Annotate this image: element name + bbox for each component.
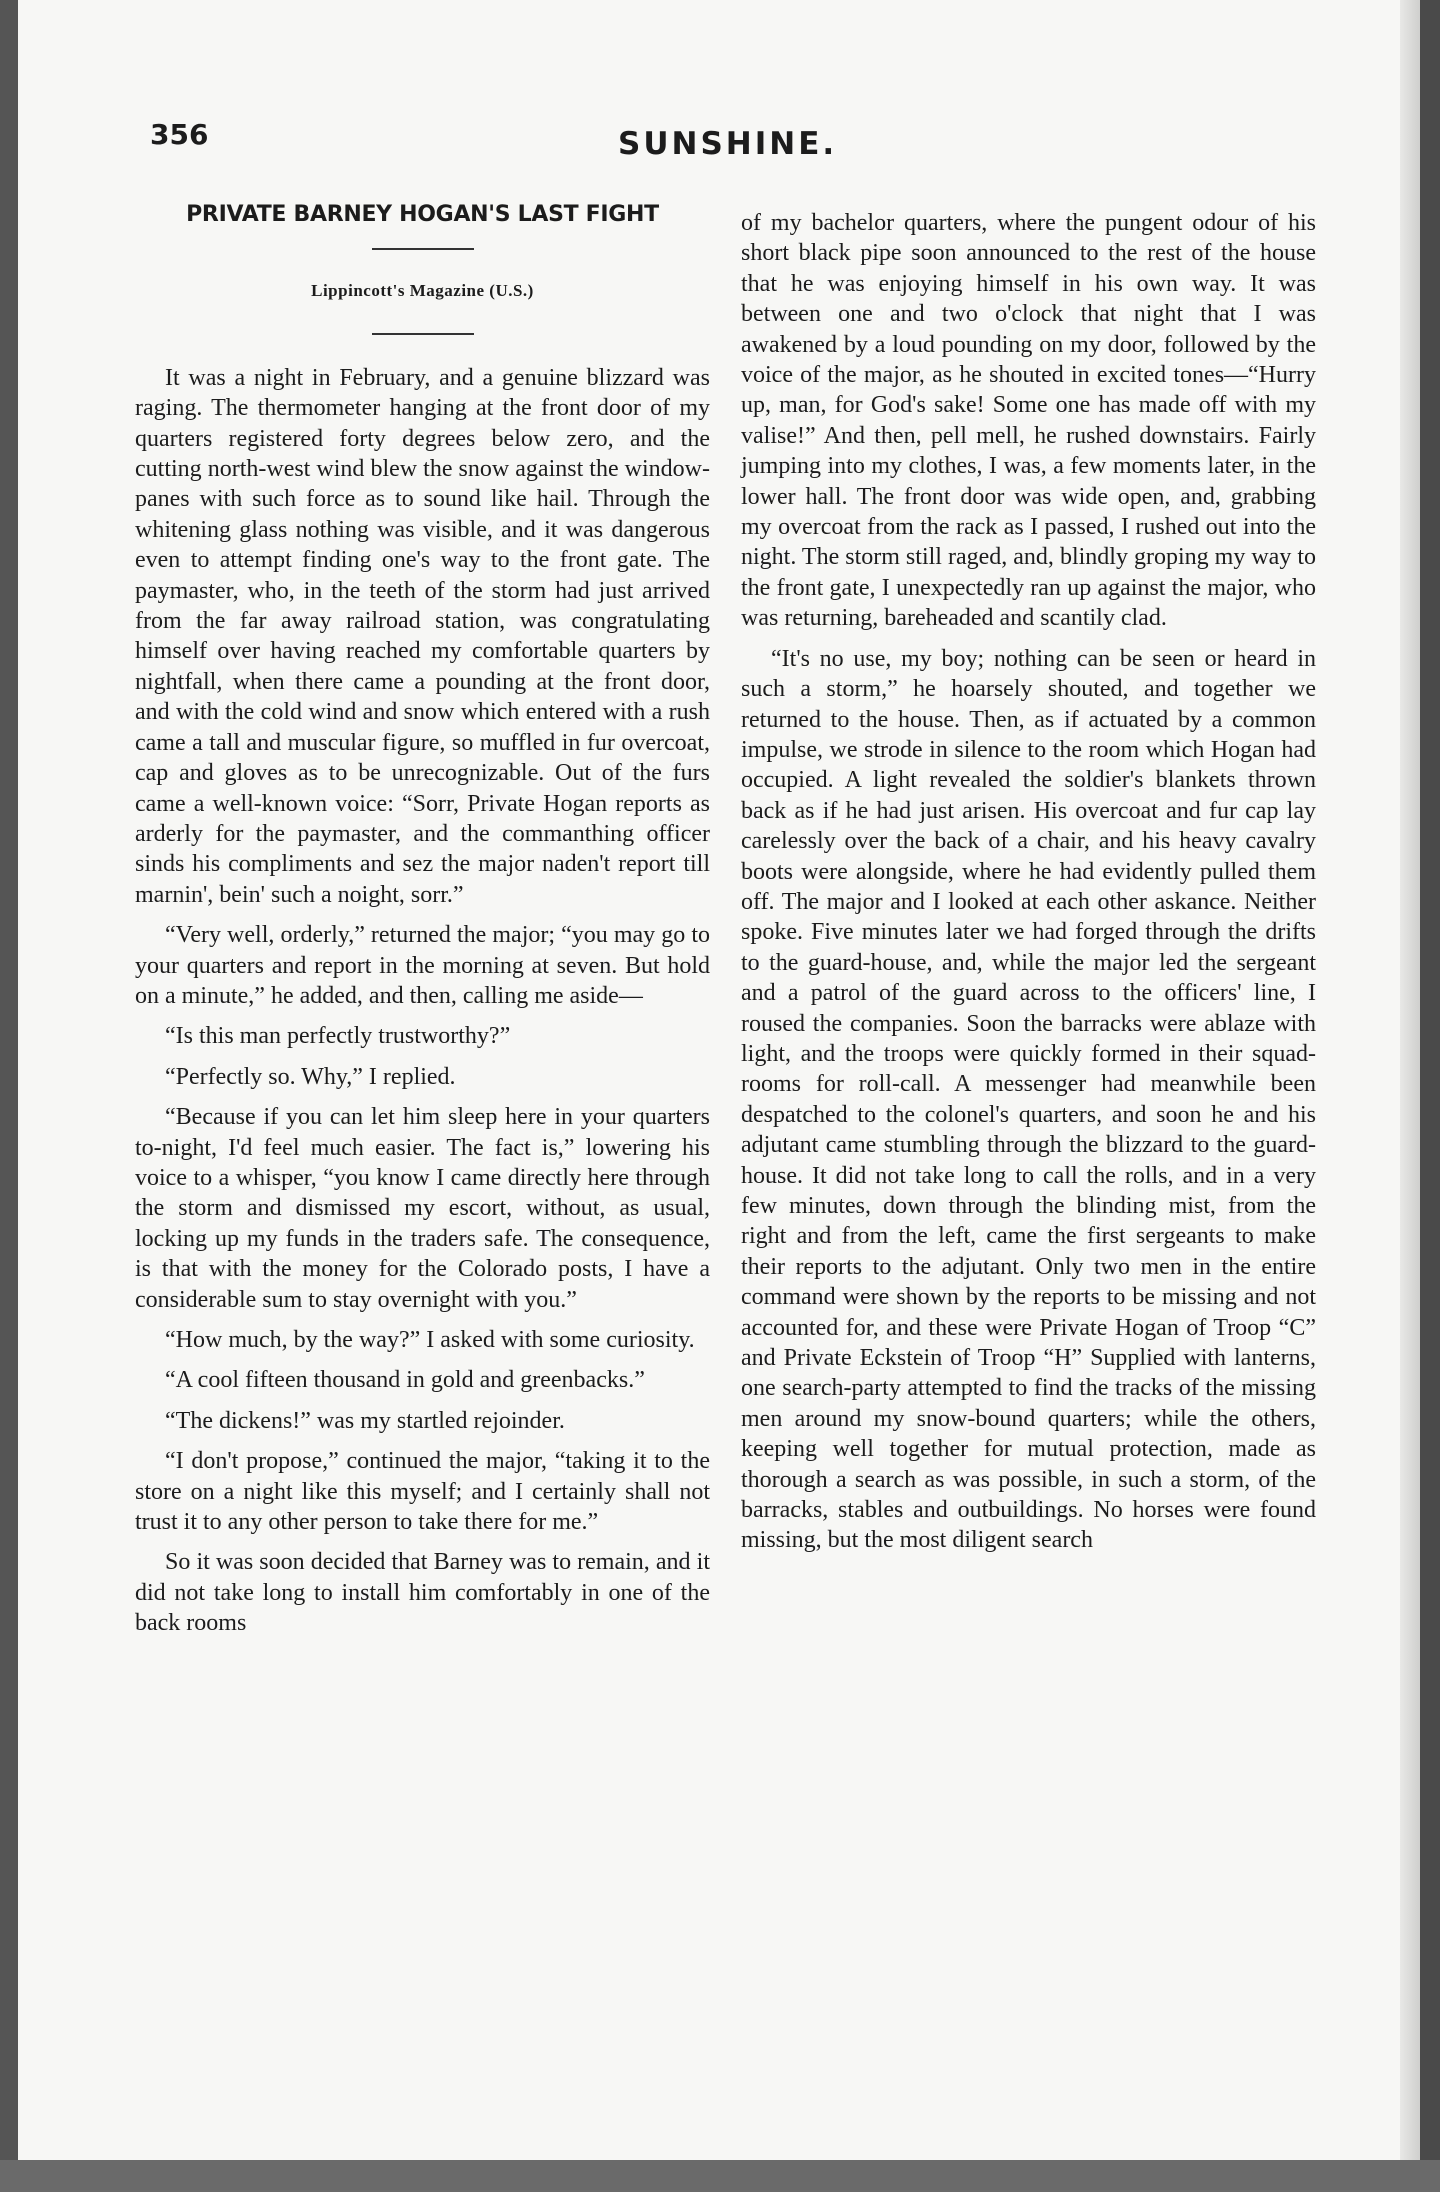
paragraph: “Because if you can let him sleep here in your quarters to-night, I'd feel much easier. The fact is,” lowering his voice to a whisper, “you know I came directly here through the storm and dismissed my escort, without, as usual, locking up my funds in the traders safe. The consequence, is that with the money for the Colorado posts, I have a considerable sum to stay overnight with you.”	[135, 1104, 710, 1313]
scan-left-border	[0, 0, 18, 2160]
page-header	[18, 118, 1420, 168]
paragraph: It was a night in February, and a genuine blizzard was raging. The thermometer hanging at the front door of my quarters registered forty degrees below zero, and the cutting north-west wind blew the snow against the window-panes with such force as to sound like hail. Through the whitening glass nothing was visible, and it was dangerous even to attempt finding one's way to the front gate. The paymaster, who, in the teeth of the storm had just arrived from the far away railroad station, was congratulating himself over having reached my comfortable quarters by nightfall, when there came a pounding at the front door, and with the cold wind and snow which entered with a rush came a tall and muscular figure, so muffled in fur overcoat, cap and gloves as to be unrecognizable. Out of the furs came a well-known voice: “Sorr, Private Hogan reports as arderly for the paymaster, and the commanthing officer sinds his compliments and sez the major naden't report till marnin', bein' such a noight, sorr.”	[135, 364, 710, 908]
paragraph: “Perfectly so. Why,” I replied.	[165, 1063, 456, 1090]
article-source: Lippincott's Magazine (U.S.)	[311, 281, 534, 301]
paragraph: “It's no use, my boy; nothing can be seen or heard in such a storm,” he hoarsely shouted, and together we returned to the house. Then, as if actuated by a common impulse, we strode in silence to the room which Hogan had occupied. A light revealed the soldier's blankets thrown back as if he had just arisen. His overcoat and fur cap lay carelessly over the back of a chair, and his heavy cavalry boots were alongside, where he had evidently pulled them off. The major and I looked at each other askance. Neither spoke. Five minutes later we had forged through the drifts to the guard-house, and, while the major led the sergeant and a patrol of the guard across to the officers' line, I roused the companies. Soon the barracks were ablaze with light, and the troops were quickly formed in their squad-rooms for roll-call. A messenger had meanwhile been despatched to the colonel's quarters, and soon he and his adjutant came stumbling through the blizzard to the guard-house. It did not take long to call the rolls, and in a very few minutes, down through the blinding mist, from the right and from the left, came the first sergeants to make their reports to the adjutant. Only two men in the entire command were shown by the reports to be missing and not accounted for, and these were Private Hogan of Troop “C” and Private Eckstein of Troop “H” Supplied with lanterns, one search-party attempted to find the tracks of the missing men around my snow-bound quarters; while the others, keeping well together for mutual protection, made as thorough a search as was possible, in such a storm, of the barracks, stables and outbuildings. No horses were found missing, but the most diligent search	[741, 645, 1316, 1554]
page-number: 356	[150, 118, 209, 151]
paragraph: So it was soon decided that Barney was to remain, and it did not take long to install him comfortably in one of the back rooms	[135, 1549, 710, 1637]
running-head: SUNSHINE.	[618, 126, 838, 162]
right-column	[741, 208, 1316, 1566]
paragraph: “A cool fifteen thousand in gold and greenbacks.”	[165, 1367, 645, 1394]
paragraph: “Very well, orderly,” returned the major; “you may go to your quarters and report in the morning at seven. But hold on a minute,” he added, and then, calling me aside—	[135, 922, 710, 1009]
paragraph: “Is this man perfectly trustworthy?”	[165, 1023, 511, 1050]
title-rule	[372, 248, 474, 250]
left-column	[135, 200, 710, 1649]
paragraph: of my bachelor quarters, where the pungent odour of his short black pipe soon announced to the rest of the house that he was enjoying himself in his own way. It was between one and two o'clock that night that I was awakened by a loud pounding on my door, followed by the voice of the major, as he shouted in excited tones—“Hurry up, man, for God's sake! Some one has made off with my valise!” And then, pell mell, he rushed downstairs. Fairly jumping into my clothes, I was, a few moments later, in the lower hall. The front door was wide open, and, grabbing my overcoat from the rack as I passed, I rushed out into the night. The storm still raged, and, blindly groping my way to the front gate, I unexpectedly ran up against the major, who was returning, bareheaded and scantily clad.	[741, 210, 1316, 632]
source-rule	[372, 333, 474, 335]
paragraph: “How much, by the way?” I asked with some curiosity.	[165, 1327, 695, 1353]
page-right-edge	[1400, 0, 1420, 2160]
article-title: PRIVATE BARNEY HOGAN'S LAST FIGHT	[186, 202, 659, 227]
scan-bottom-border	[0, 2160, 1440, 2192]
paragraph: “The dickens!” was my startled rejoinder.	[165, 1407, 565, 1434]
paragraph: “I don't propose,” continued the major, “taking it to the store on a night like this myself; and I certainly shall not trust it to any other person to take there for me.”	[135, 1448, 710, 1536]
page	[18, 0, 1420, 2160]
